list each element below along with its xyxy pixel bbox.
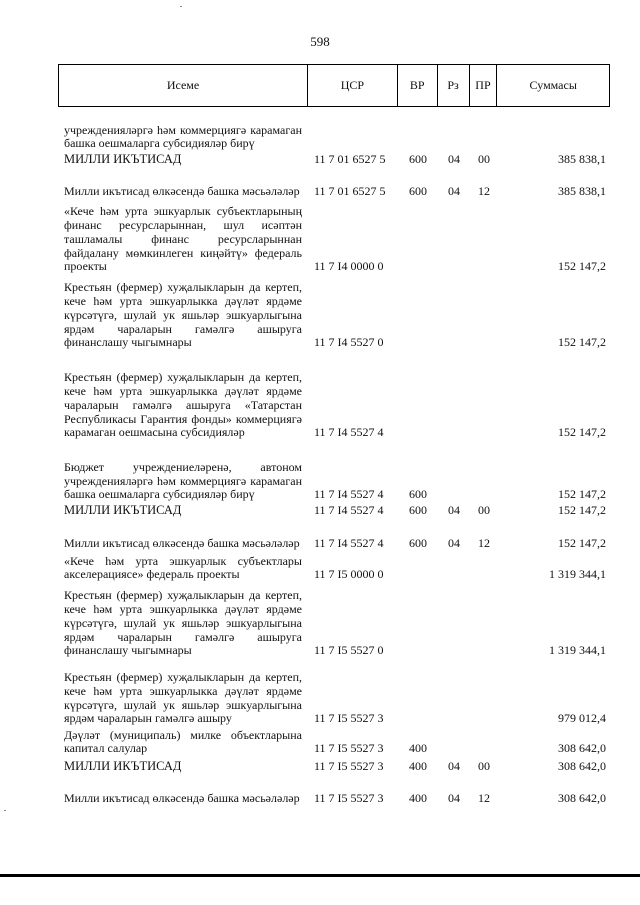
- row-sum: 152 147,2: [558, 503, 606, 518]
- row-sum: 152 147,2: [558, 487, 606, 502]
- table-header: [58, 64, 610, 107]
- row-name: учрежденияләргә һәм коммерциягә карамаган башка оешмаларга субсидияләр бирү: [64, 122, 302, 151]
- row-csr: 11 7 I5 5527 3: [314, 791, 384, 806]
- row-csr: 11 7 I5 5527 3: [314, 759, 384, 774]
- table-row: [58, 151, 610, 167]
- row-name: «Кече һәм урта эшкуарлык субъектлары акселерациясе» федераль проекты: [64, 553, 302, 582]
- row-rz: 04: [448, 503, 460, 518]
- header-name: Исеме: [59, 65, 308, 106]
- row-sum: 385 838,1: [558, 184, 606, 199]
- table-row: [58, 502, 610, 518]
- row-csr: 11 7 I5 0000 0: [314, 567, 384, 582]
- row-csr: 11 7 I5 5527 3: [314, 741, 384, 756]
- table-row: [58, 350, 610, 440]
- row-csr: 11 7 I5 5527 3: [314, 711, 384, 726]
- row-vr: 400: [409, 759, 427, 774]
- row-sum: 1 319 344,1: [549, 567, 606, 582]
- row-name: Милли икътисад өлкәсендә башка мәсьәләләр: [64, 184, 300, 199]
- row-csr: 11 7 I4 5527 4: [314, 503, 384, 518]
- row-vr: 600: [409, 487, 427, 502]
- row-rz: 04: [448, 791, 460, 806]
- row-pr: 00: [478, 503, 490, 518]
- row-name: МИЛЛИ ИКЪТИСАД: [64, 503, 182, 518]
- row-pr: 12: [478, 536, 490, 551]
- row-sum: 308 642,0: [558, 741, 606, 756]
- row-csr: 11 7 I4 0000 0: [314, 259, 384, 274]
- row-sum: 152 147,2: [558, 536, 606, 551]
- row-rz: 04: [448, 152, 460, 167]
- row-vr: 600: [409, 503, 427, 518]
- row-name: Дәүләт (муниципаль) милке объектларына капитал салулар: [64, 727, 302, 756]
- scan-speck: [4, 810, 6, 811]
- row-vr: 600: [409, 184, 427, 199]
- table-row: [58, 756, 610, 774]
- row-name: МИЛЛИ ИКЪТИСАД: [64, 759, 182, 774]
- row-name: Крестьян (фермер) хуҗалыкларын да кертеп, кече һәм урта эшкуарлыкка дәүләт ярдәме күрсәтүгә, шулай ук яшьләр эшкуарлыгына ярдәм чараларын гамәлгә ашыруга финанслашу чыгымнары: [64, 588, 302, 658]
- table-row: [58, 582, 610, 658]
- row-pr: 00: [478, 759, 490, 774]
- header-sum: Суммасы: [529, 78, 577, 92]
- header-pr: ПР: [470, 65, 498, 106]
- row-sum: 152 147,2: [558, 259, 606, 274]
- scan-speck: [180, 6, 182, 7]
- row-vr: 400: [409, 741, 427, 756]
- row-name: Крестьян (фермер) хуҗалыкларын да кертеп, кече һәм урта эшкуарлыкка дәүләт ярдәме чараларын гамәлгә ашыруга «Татарстан Республикасы Гарантия фонды» коммерциягә карамаган оешмасына субсидияләр: [64, 370, 302, 440]
- scan-border-line: [0, 874, 640, 877]
- row-sum: 308 642,0: [558, 791, 606, 806]
- row-rz: 04: [448, 184, 460, 199]
- row-vr: 600: [409, 536, 427, 551]
- table-row: [58, 774, 610, 806]
- page-number: 598: [310, 34, 330, 49]
- row-name: Милли икътисад өлкәсендә башка мәсьәләләр: [64, 791, 300, 806]
- row-sum: 385 838,1: [558, 152, 606, 167]
- row-rz: 04: [448, 759, 460, 774]
- row-csr: 11 7 I4 5527 4: [314, 536, 384, 551]
- header-rz: Рз: [438, 65, 470, 106]
- row-pr: 00: [478, 152, 490, 167]
- row-sum: 1 319 344,1: [549, 643, 606, 658]
- row-name: Крестьян (фермер) хуҗалыкларын да кертеп, кече һәм урта эшкуарлыкка дәүләт ярдәме күрсәтүгә, шулай ук яшьләр эшкуарлыгына ярдәм чараларын гамәлгә ашыруга финанслашу чыгымнары: [64, 280, 302, 350]
- header-csr: ЦСР: [308, 65, 398, 106]
- table-row: [58, 167, 610, 199]
- row-name: «Кече һәм урта эшкуарлык субъектларының финанс ресурсларыннан, шул исәптән ташламалы финанс ресурсларыннан файдалану мөмкинлеген киңәйтү» федераль проекты: [64, 204, 302, 274]
- row-name: МИЛЛИ ИКЪТИСАД: [64, 152, 182, 167]
- row-name: Милли икътисад өлкәсендә башка мәсьәләләр: [64, 536, 300, 551]
- row-vr: 400: [409, 791, 427, 806]
- table-row: [58, 199, 610, 274]
- row-name: Крестьян (фермер) хуҗалыкларын да кертеп, кече һәм урта эшкуарлыкка дәүләт ярдәме күрсәтүгә, шулай ук яшьләр эшкуарлыгына ярдәм чараларын гамәлгә ашыру: [64, 670, 302, 726]
- table-row: [58, 658, 610, 726]
- row-sum: 308 642,0: [558, 759, 606, 774]
- row-rz: 04: [448, 536, 460, 551]
- row-pr: 12: [478, 791, 490, 806]
- table-row: [58, 551, 610, 582]
- row-csr: 11 7 I4 5527 4: [314, 487, 384, 502]
- table-row: [58, 518, 610, 551]
- row-csr: 11 7 01 6527 5: [314, 152, 386, 167]
- row-name: Бюджет учреждениеләренә, автоном учрежденияләргә һәм коммерциягә карамаган башка оешмаларга субсидияләр бирү: [64, 459, 302, 502]
- row-csr: 11 7 I5 5527 0: [314, 643, 384, 658]
- row-csr: 11 7 I4 5527 0: [314, 335, 384, 350]
- table-body: [58, 107, 610, 806]
- row-csr: 11 7 01 6527 5: [314, 184, 386, 199]
- table-row: [58, 107, 610, 151]
- table-row: [58, 440, 610, 502]
- row-sum: 152 147,2: [558, 425, 606, 440]
- row-vr: 600: [409, 152, 427, 167]
- row-csr: 11 7 I4 5527 4: [314, 425, 384, 440]
- row-pr: 12: [478, 184, 490, 199]
- table-row: [58, 726, 610, 756]
- row-sum: 979 012,4: [558, 711, 606, 726]
- header-vr: ВР: [398, 65, 438, 106]
- table-row: [58, 274, 610, 350]
- row-sum: 152 147,2: [558, 335, 606, 350]
